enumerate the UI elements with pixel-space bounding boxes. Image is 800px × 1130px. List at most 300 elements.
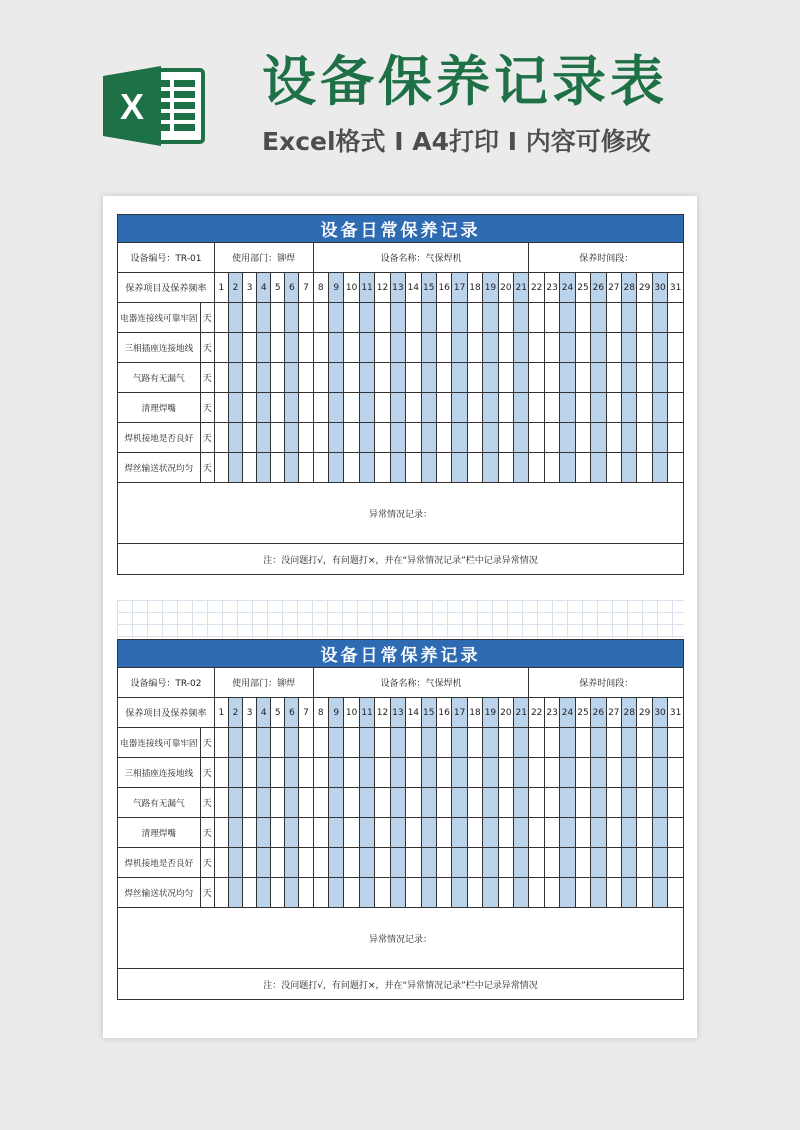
check-cell[interactable] xyxy=(406,303,421,333)
check-cell[interactable] xyxy=(421,818,436,848)
check-cell[interactable] xyxy=(514,728,529,758)
check-cell[interactable] xyxy=(359,333,374,363)
check-cell[interactable] xyxy=(575,303,590,333)
check-cell[interactable] xyxy=(257,848,271,878)
check-cell[interactable] xyxy=(452,393,467,423)
check-cell[interactable] xyxy=(668,818,684,848)
check-cell[interactable] xyxy=(285,363,299,393)
check-cell[interactable] xyxy=(560,848,575,878)
check-cell[interactable] xyxy=(575,878,590,908)
check-cell[interactable] xyxy=(498,788,513,818)
check-cell[interactable] xyxy=(452,333,467,363)
check-cell[interactable] xyxy=(483,788,498,818)
check-cell[interactable] xyxy=(359,363,374,393)
check-cell[interactable] xyxy=(467,758,482,788)
check-cell[interactable] xyxy=(214,848,228,878)
remark-area[interactable]: 异常情况记录： xyxy=(118,483,684,544)
check-cell[interactable] xyxy=(560,423,575,453)
check-cell[interactable] xyxy=(514,788,529,818)
check-cell[interactable] xyxy=(652,848,667,878)
check-cell[interactable] xyxy=(575,758,590,788)
check-cell[interactable] xyxy=(257,728,271,758)
check-cell[interactable] xyxy=(285,788,299,818)
check-cell[interactable] xyxy=(560,818,575,848)
check-cell[interactable] xyxy=(214,728,228,758)
check-cell[interactable] xyxy=(652,423,667,453)
check-cell[interactable] xyxy=(514,758,529,788)
check-cell[interactable] xyxy=(406,363,421,393)
check-cell[interactable] xyxy=(637,848,652,878)
check-cell[interactable] xyxy=(622,393,637,423)
check-cell[interactable] xyxy=(436,453,451,483)
check-cell[interactable] xyxy=(228,453,242,483)
check-cell[interactable] xyxy=(529,453,544,483)
check-cell[interactable] xyxy=(228,393,242,423)
check-cell[interactable] xyxy=(375,303,390,333)
check-cell[interactable] xyxy=(652,788,667,818)
check-cell[interactable] xyxy=(328,818,343,848)
check-cell[interactable] xyxy=(514,303,529,333)
check-cell[interactable] xyxy=(498,818,513,848)
check-cell[interactable] xyxy=(421,758,436,788)
check-cell[interactable] xyxy=(560,788,575,818)
check-cell[interactable] xyxy=(529,788,544,818)
check-cell[interactable] xyxy=(514,878,529,908)
check-cell[interactable] xyxy=(243,758,257,788)
check-cell[interactable] xyxy=(591,303,606,333)
check-cell[interactable] xyxy=(637,728,652,758)
check-cell[interactable] xyxy=(591,453,606,483)
check-cell[interactable] xyxy=(483,393,498,423)
check-cell[interactable] xyxy=(575,333,590,363)
check-cell[interactable] xyxy=(299,728,313,758)
check-cell[interactable] xyxy=(668,453,684,483)
check-cell[interactable] xyxy=(214,333,228,363)
check-cell[interactable] xyxy=(483,818,498,848)
check-cell[interactable] xyxy=(483,303,498,333)
check-cell[interactable] xyxy=(228,878,242,908)
check-cell[interactable] xyxy=(313,728,328,758)
check-cell[interactable] xyxy=(257,303,271,333)
check-cell[interactable] xyxy=(313,848,328,878)
check-cell[interactable] xyxy=(257,453,271,483)
check-cell[interactable] xyxy=(257,363,271,393)
check-cell[interactable] xyxy=(257,333,271,363)
check-cell[interactable] xyxy=(214,758,228,788)
check-cell[interactable] xyxy=(622,423,637,453)
check-cell[interactable] xyxy=(421,453,436,483)
check-cell[interactable] xyxy=(668,393,684,423)
check-cell[interactable] xyxy=(344,848,359,878)
check-cell[interactable] xyxy=(390,878,405,908)
check-cell[interactable] xyxy=(452,848,467,878)
check-cell[interactable] xyxy=(560,303,575,333)
check-cell[interactable] xyxy=(591,788,606,818)
check-cell[interactable] xyxy=(622,878,637,908)
check-cell[interactable] xyxy=(637,423,652,453)
check-cell[interactable] xyxy=(313,333,328,363)
check-cell[interactable] xyxy=(313,878,328,908)
check-cell[interactable] xyxy=(606,728,621,758)
check-cell[interactable] xyxy=(622,363,637,393)
check-cell[interactable] xyxy=(436,393,451,423)
remark-area[interactable]: 异常情况记录： xyxy=(118,908,684,969)
check-cell[interactable] xyxy=(652,728,667,758)
check-cell[interactable] xyxy=(637,453,652,483)
check-cell[interactable] xyxy=(436,788,451,818)
check-cell[interactable] xyxy=(560,758,575,788)
check-cell[interactable] xyxy=(514,393,529,423)
check-cell[interactable] xyxy=(591,758,606,788)
check-cell[interactable] xyxy=(328,363,343,393)
check-cell[interactable] xyxy=(390,788,405,818)
check-cell[interactable] xyxy=(344,423,359,453)
check-cell[interactable] xyxy=(668,788,684,818)
check-cell[interactable] xyxy=(606,333,621,363)
check-cell[interactable] xyxy=(606,423,621,453)
check-cell[interactable] xyxy=(467,818,482,848)
check-cell[interactable] xyxy=(606,758,621,788)
check-cell[interactable] xyxy=(668,848,684,878)
check-cell[interactable] xyxy=(421,878,436,908)
check-cell[interactable] xyxy=(390,758,405,788)
check-cell[interactable] xyxy=(214,453,228,483)
check-cell[interactable] xyxy=(313,818,328,848)
check-cell[interactable] xyxy=(575,818,590,848)
check-cell[interactable] xyxy=(243,303,257,333)
check-cell[interactable] xyxy=(622,453,637,483)
check-cell[interactable] xyxy=(271,788,285,818)
check-cell[interactable] xyxy=(544,758,559,788)
check-cell[interactable] xyxy=(622,758,637,788)
check-cell[interactable] xyxy=(344,453,359,483)
check-cell[interactable] xyxy=(243,363,257,393)
check-cell[interactable] xyxy=(591,363,606,393)
check-cell[interactable] xyxy=(514,848,529,878)
check-cell[interactable] xyxy=(668,423,684,453)
check-cell[interactable] xyxy=(498,728,513,758)
check-cell[interactable] xyxy=(544,788,559,818)
check-cell[interactable] xyxy=(344,363,359,393)
check-cell[interactable] xyxy=(271,818,285,848)
maintenance-time[interactable]: 保养时间段： xyxy=(529,668,684,698)
check-cell[interactable] xyxy=(575,848,590,878)
maintenance-time[interactable]: 保养时间段： xyxy=(529,243,684,273)
check-cell[interactable] xyxy=(575,423,590,453)
check-cell[interactable] xyxy=(436,423,451,453)
check-cell[interactable] xyxy=(328,333,343,363)
check-cell[interactable] xyxy=(375,788,390,818)
check-cell[interactable] xyxy=(328,788,343,818)
check-cell[interactable] xyxy=(467,363,482,393)
check-cell[interactable] xyxy=(375,363,390,393)
check-cell[interactable] xyxy=(436,333,451,363)
check-cell[interactable] xyxy=(214,393,228,423)
check-cell[interactable] xyxy=(436,818,451,848)
check-cell[interactable] xyxy=(544,848,559,878)
check-cell[interactable] xyxy=(313,423,328,453)
check-cell[interactable] xyxy=(467,333,482,363)
check-cell[interactable] xyxy=(591,333,606,363)
check-cell[interactable] xyxy=(313,788,328,818)
check-cell[interactable] xyxy=(243,728,257,758)
check-cell[interactable] xyxy=(436,878,451,908)
check-cell[interactable] xyxy=(421,728,436,758)
check-cell[interactable] xyxy=(299,848,313,878)
check-cell[interactable] xyxy=(544,363,559,393)
check-cell[interactable] xyxy=(637,878,652,908)
check-cell[interactable] xyxy=(243,333,257,363)
check-cell[interactable] xyxy=(313,758,328,788)
check-cell[interactable] xyxy=(652,393,667,423)
check-cell[interactable] xyxy=(591,393,606,423)
check-cell[interactable] xyxy=(668,878,684,908)
check-cell[interactable] xyxy=(359,878,374,908)
check-cell[interactable] xyxy=(344,878,359,908)
check-cell[interactable] xyxy=(483,878,498,908)
check-cell[interactable] xyxy=(406,848,421,878)
check-cell[interactable] xyxy=(390,453,405,483)
check-cell[interactable] xyxy=(498,453,513,483)
check-cell[interactable] xyxy=(299,333,313,363)
check-cell[interactable] xyxy=(390,848,405,878)
check-cell[interactable] xyxy=(390,818,405,848)
check-cell[interactable] xyxy=(390,363,405,393)
check-cell[interactable] xyxy=(668,303,684,333)
check-cell[interactable] xyxy=(483,363,498,393)
check-cell[interactable] xyxy=(622,818,637,848)
check-cell[interactable] xyxy=(299,788,313,818)
check-cell[interactable] xyxy=(544,333,559,363)
check-cell[interactable] xyxy=(344,758,359,788)
check-cell[interactable] xyxy=(257,758,271,788)
check-cell[interactable] xyxy=(390,423,405,453)
check-cell[interactable] xyxy=(243,393,257,423)
check-cell[interactable] xyxy=(271,758,285,788)
check-cell[interactable] xyxy=(299,818,313,848)
check-cell[interactable] xyxy=(498,848,513,878)
check-cell[interactable] xyxy=(344,333,359,363)
check-cell[interactable] xyxy=(257,423,271,453)
check-cell[interactable] xyxy=(622,848,637,878)
check-cell[interactable] xyxy=(529,848,544,878)
check-cell[interactable] xyxy=(390,333,405,363)
check-cell[interactable] xyxy=(452,423,467,453)
check-cell[interactable] xyxy=(328,758,343,788)
check-cell[interactable] xyxy=(652,758,667,788)
check-cell[interactable] xyxy=(344,393,359,423)
check-cell[interactable] xyxy=(529,758,544,788)
check-cell[interactable] xyxy=(375,423,390,453)
check-cell[interactable] xyxy=(359,453,374,483)
check-cell[interactable] xyxy=(228,848,242,878)
check-cell[interactable] xyxy=(483,728,498,758)
check-cell[interactable] xyxy=(529,333,544,363)
check-cell[interactable] xyxy=(328,303,343,333)
check-cell[interactable] xyxy=(560,728,575,758)
check-cell[interactable] xyxy=(637,333,652,363)
check-cell[interactable] xyxy=(359,393,374,423)
check-cell[interactable] xyxy=(514,453,529,483)
check-cell[interactable] xyxy=(606,303,621,333)
check-cell[interactable] xyxy=(375,333,390,363)
check-cell[interactable] xyxy=(228,333,242,363)
check-cell[interactable] xyxy=(375,393,390,423)
check-cell[interactable] xyxy=(668,333,684,363)
check-cell[interactable] xyxy=(467,788,482,818)
check-cell[interactable] xyxy=(228,363,242,393)
check-cell[interactable] xyxy=(214,363,228,393)
check-cell[interactable] xyxy=(668,363,684,393)
check-cell[interactable] xyxy=(637,303,652,333)
check-cell[interactable] xyxy=(228,303,242,333)
check-cell[interactable] xyxy=(575,453,590,483)
check-cell[interactable] xyxy=(214,788,228,818)
check-cell[interactable] xyxy=(359,728,374,758)
check-cell[interactable] xyxy=(575,728,590,758)
check-cell[interactable] xyxy=(390,728,405,758)
check-cell[interactable] xyxy=(637,758,652,788)
check-cell[interactable] xyxy=(228,788,242,818)
check-cell[interactable] xyxy=(622,333,637,363)
check-cell[interactable] xyxy=(243,818,257,848)
check-cell[interactable] xyxy=(285,728,299,758)
check-cell[interactable] xyxy=(575,363,590,393)
check-cell[interactable] xyxy=(637,788,652,818)
check-cell[interactable] xyxy=(390,393,405,423)
check-cell[interactable] xyxy=(452,363,467,393)
check-cell[interactable] xyxy=(359,818,374,848)
check-cell[interactable] xyxy=(436,363,451,393)
check-cell[interactable] xyxy=(228,818,242,848)
check-cell[interactable] xyxy=(390,303,405,333)
check-cell[interactable] xyxy=(514,333,529,363)
check-cell[interactable] xyxy=(575,393,590,423)
check-cell[interactable] xyxy=(606,848,621,878)
check-cell[interactable] xyxy=(652,363,667,393)
check-cell[interactable] xyxy=(228,728,242,758)
check-cell[interactable] xyxy=(214,423,228,453)
check-cell[interactable] xyxy=(467,393,482,423)
check-cell[interactable] xyxy=(285,453,299,483)
check-cell[interactable] xyxy=(652,303,667,333)
check-cell[interactable] xyxy=(483,848,498,878)
check-cell[interactable] xyxy=(514,423,529,453)
check-cell[interactable] xyxy=(652,818,667,848)
check-cell[interactable] xyxy=(529,818,544,848)
check-cell[interactable] xyxy=(375,878,390,908)
check-cell[interactable] xyxy=(359,758,374,788)
check-cell[interactable] xyxy=(606,363,621,393)
check-cell[interactable] xyxy=(652,453,667,483)
check-cell[interactable] xyxy=(421,333,436,363)
check-cell[interactable] xyxy=(406,878,421,908)
check-cell[interactable] xyxy=(328,848,343,878)
check-cell[interactable] xyxy=(637,393,652,423)
check-cell[interactable] xyxy=(421,848,436,878)
check-cell[interactable] xyxy=(214,818,228,848)
check-cell[interactable] xyxy=(406,423,421,453)
check-cell[interactable] xyxy=(406,788,421,818)
check-cell[interactable] xyxy=(421,303,436,333)
check-cell[interactable] xyxy=(214,303,228,333)
check-cell[interactable] xyxy=(271,363,285,393)
check-cell[interactable] xyxy=(436,848,451,878)
check-cell[interactable] xyxy=(328,878,343,908)
check-cell[interactable] xyxy=(313,303,328,333)
check-cell[interactable] xyxy=(544,728,559,758)
check-cell[interactable] xyxy=(271,453,285,483)
check-cell[interactable] xyxy=(359,848,374,878)
check-cell[interactable] xyxy=(637,363,652,393)
check-cell[interactable] xyxy=(606,878,621,908)
check-cell[interactable] xyxy=(529,878,544,908)
check-cell[interactable] xyxy=(544,818,559,848)
check-cell[interactable] xyxy=(421,788,436,818)
check-cell[interactable] xyxy=(591,818,606,848)
check-cell[interactable] xyxy=(591,423,606,453)
check-cell[interactable] xyxy=(668,758,684,788)
check-cell[interactable] xyxy=(560,393,575,423)
check-cell[interactable] xyxy=(421,393,436,423)
check-cell[interactable] xyxy=(544,303,559,333)
check-cell[interactable] xyxy=(622,788,637,818)
check-cell[interactable] xyxy=(375,758,390,788)
check-cell[interactable] xyxy=(436,758,451,788)
check-cell[interactable] xyxy=(436,728,451,758)
check-cell[interactable] xyxy=(606,818,621,848)
check-cell[interactable] xyxy=(271,848,285,878)
check-cell[interactable] xyxy=(560,363,575,393)
check-cell[interactable] xyxy=(498,878,513,908)
check-cell[interactable] xyxy=(313,363,328,393)
check-cell[interactable] xyxy=(436,303,451,333)
check-cell[interactable] xyxy=(452,818,467,848)
check-cell[interactable] xyxy=(359,303,374,333)
check-cell[interactable] xyxy=(299,758,313,788)
check-cell[interactable] xyxy=(228,423,242,453)
check-cell[interactable] xyxy=(375,818,390,848)
check-cell[interactable] xyxy=(591,878,606,908)
check-cell[interactable] xyxy=(452,758,467,788)
check-cell[interactable] xyxy=(622,728,637,758)
check-cell[interactable] xyxy=(375,848,390,878)
check-cell[interactable] xyxy=(257,818,271,848)
check-cell[interactable] xyxy=(406,818,421,848)
check-cell[interactable] xyxy=(483,453,498,483)
check-cell[interactable] xyxy=(344,818,359,848)
check-cell[interactable] xyxy=(406,393,421,423)
check-cell[interactable] xyxy=(514,818,529,848)
check-cell[interactable] xyxy=(452,788,467,818)
check-cell[interactable] xyxy=(271,393,285,423)
check-cell[interactable] xyxy=(606,788,621,818)
check-cell[interactable] xyxy=(328,453,343,483)
check-cell[interactable] xyxy=(271,333,285,363)
check-cell[interactable] xyxy=(483,333,498,363)
check-cell[interactable] xyxy=(544,393,559,423)
check-cell[interactable] xyxy=(285,393,299,423)
check-cell[interactable] xyxy=(622,303,637,333)
check-cell[interactable] xyxy=(668,728,684,758)
check-cell[interactable] xyxy=(285,333,299,363)
check-cell[interactable] xyxy=(313,393,328,423)
check-cell[interactable] xyxy=(299,878,313,908)
check-cell[interactable] xyxy=(544,423,559,453)
check-cell[interactable] xyxy=(652,878,667,908)
check-cell[interactable] xyxy=(214,878,228,908)
check-cell[interactable] xyxy=(406,453,421,483)
